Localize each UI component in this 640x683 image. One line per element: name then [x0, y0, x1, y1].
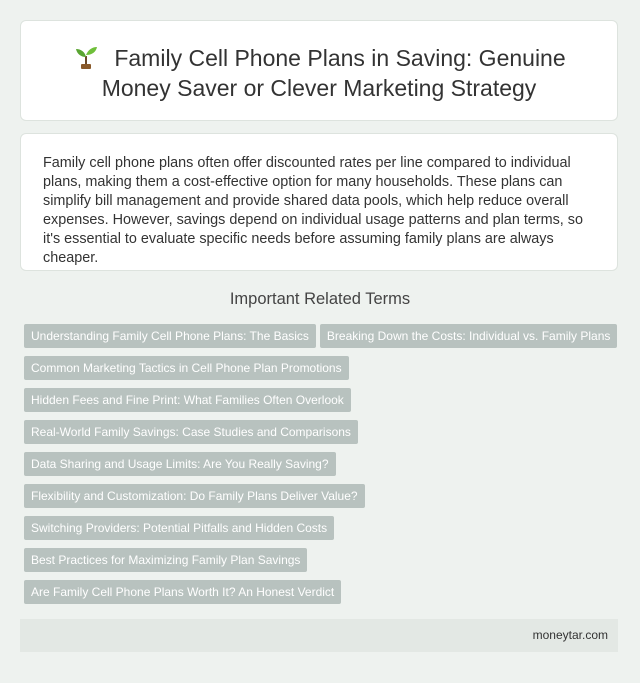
footer-site-link[interactable]: moneytar.com [532, 628, 608, 642]
related-term-tag[interactable]: Understanding Family Cell Phone Plans: The Basics [24, 324, 316, 348]
related-term-tag[interactable]: Common Marketing Tactics in Cell Phone Plan Promotions [24, 356, 349, 380]
page-title-text: Family Cell Phone Plans in Saving: Genuine Money Saver or Clever Marketing Strategy [101, 45, 566, 101]
related-term-tag[interactable]: Switching Providers: Potential Pitfalls and Hidden Costs [24, 516, 334, 540]
summary-card [20, 133, 618, 271]
page-title [21, 21, 617, 103]
related-term-tag[interactable]: Real-World Family Savings: Case Studies and Comparisons [24, 420, 358, 444]
sprout-icon [72, 45, 100, 69]
related-term-tag[interactable]: Flexibility and Customization: Do Family Plans Deliver Value? [24, 484, 365, 508]
related-term-tag[interactable]: Breaking Down the Costs: Individual vs. Family Plans [320, 324, 617, 348]
related-term-tag[interactable]: Hidden Fees and Fine Print: What Families Often Overlook [24, 388, 351, 412]
related-term-tag[interactable]: Best Practices for Maximizing Family Plan Savings [24, 548, 307, 572]
title-card [20, 20, 618, 121]
related-term-tag[interactable]: Are Family Cell Phone Plans Worth It? An Honest Verdict [24, 580, 341, 604]
footer [20, 619, 618, 652]
summary-text: Family cell phone plans often offer discounted rates per line compared to individual plans, making them a cost-effective option for many households. These plans can simplify bill management and provide shared data pools, which help reduce overall expenses. However, savings depend on individual usage patterns and plan terms, so it's essential to evaluate specific needs before assuming family plans are always cheaper. [43, 155, 583, 266]
related-terms-list [24, 324, 624, 612]
related-term-tag[interactable]: Data Sharing and Usage Limits: Are You Really Saving? [24, 452, 336, 476]
related-terms-heading: Important Related Terms [229, 290, 411, 308]
